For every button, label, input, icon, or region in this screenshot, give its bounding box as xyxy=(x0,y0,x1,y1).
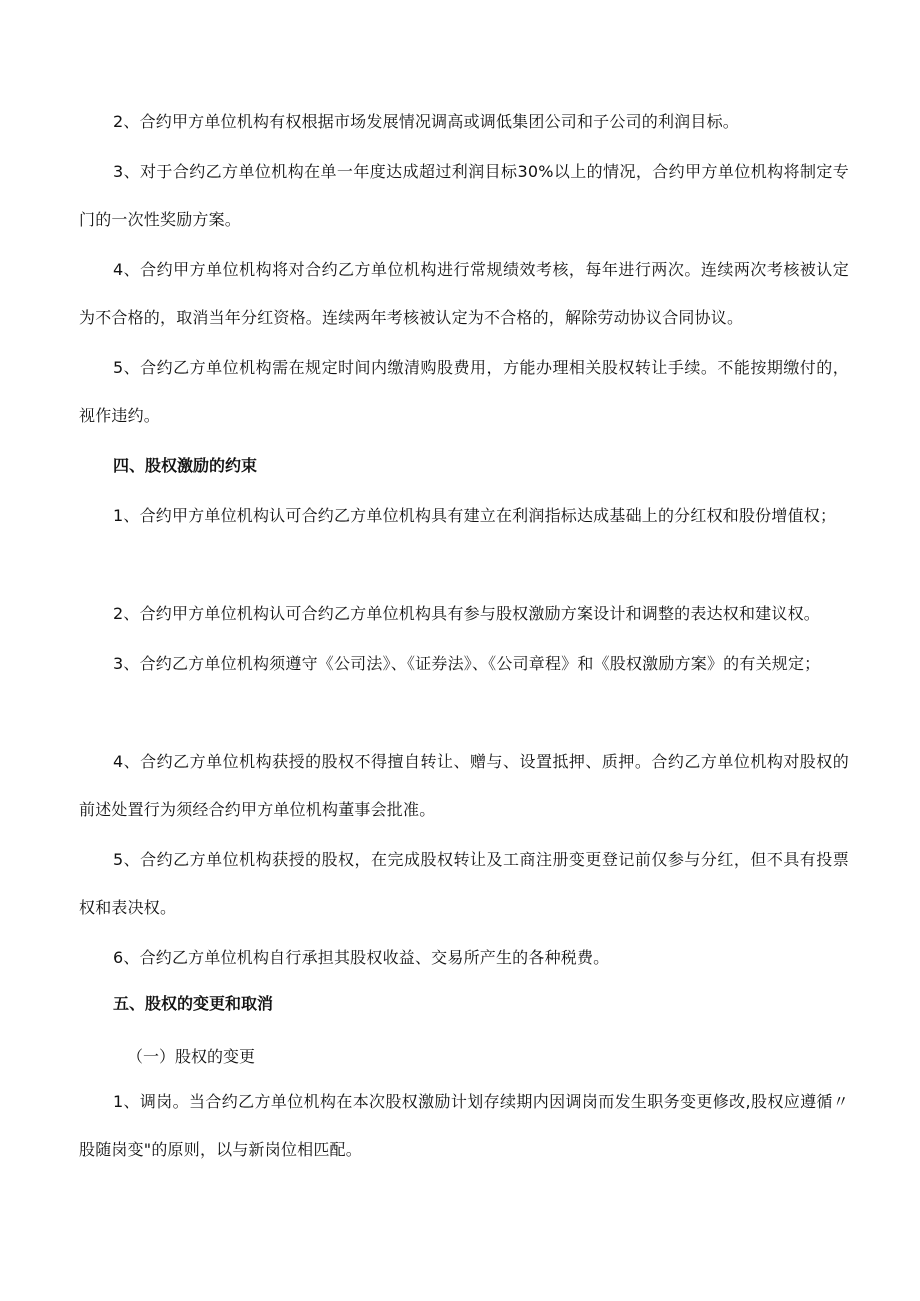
section-5-title: 五、股权的变更和取消 xyxy=(113,994,274,1013)
constraint-1-dividend-rights: 1、合约甲方单位机构认可合约乙方单位机构具有建立在利润指标达成基础上的分红权和股份增值权； xyxy=(113,506,837,525)
paragraph-4-performance-review: 4、合约甲方单位机构将对合约乙方单位机构进行常规绩效考核，每年进行两次。连续两次考核被认定为不合格的，取消当年分红资格。连续两年考核被认定为不合格的，解除劳动协议合同协议。 xyxy=(79,260,849,327)
constraint-3-legal-compliance: 3、合约乙方单位机构须遵守《公司法》、《证券法》、《公司章程》和《股权激励方案》的有关规定； xyxy=(113,654,821,673)
paragraph-5-share-payment: 5、合约乙方单位机构需在规定时间内缴清购股费用，方能办理相关股权转让手续。不能按期缴付的，视作违约。 xyxy=(79,358,849,425)
constraint-5-voting-rights: 5、合约乙方单位机构获授的股权，在完成股权转让及工商注册变更登记前仅参与分红，但不具有投票权和表决权。 xyxy=(79,850,849,917)
subsection-1-title: （一）股权的变更 xyxy=(127,1047,256,1066)
constraint-6-taxes: 6、合约乙方单位机构自行承担其股权收益、交易所产生的各种税费。 xyxy=(113,948,610,967)
paragraph-3-one-time-bonus: 3、对于合约乙方单位机构在单一年度达成超过利润目标30%以上的情况，合约甲方单位机构将制定专门的一次性奖励方案。 xyxy=(79,162,849,229)
paragraph-2-profit-target-adjustment: 2、合约甲方单位机构有权根据市场发展情况调高或调低集团公司和子公司的利润目标。 xyxy=(113,112,739,131)
constraint-2-suggestion-rights: 2、合约甲方单位机构认可合约乙方单位机构具有参与股权激励方案设计和调整的表达权和建议权。 xyxy=(113,604,820,623)
change-1-position-transfer: 1、调岗。当合约乙方单位机构在本次股权激励计划存续期内因调岗而发生职务变更修改,股权应遵循〃股随岗变"的原则，以与新岗位相匹配。 xyxy=(79,1092,849,1159)
constraint-4-transfer-restriction: 4、合约乙方单位机构获授的股权不得擅自转让、赠与、设置抵押、质押。合约乙方单位机构对股权的前述处置行为须经合约甲方单位机构董事会批准。 xyxy=(79,752,849,819)
section-4-title: 四、股权激励的约束 xyxy=(113,456,258,475)
